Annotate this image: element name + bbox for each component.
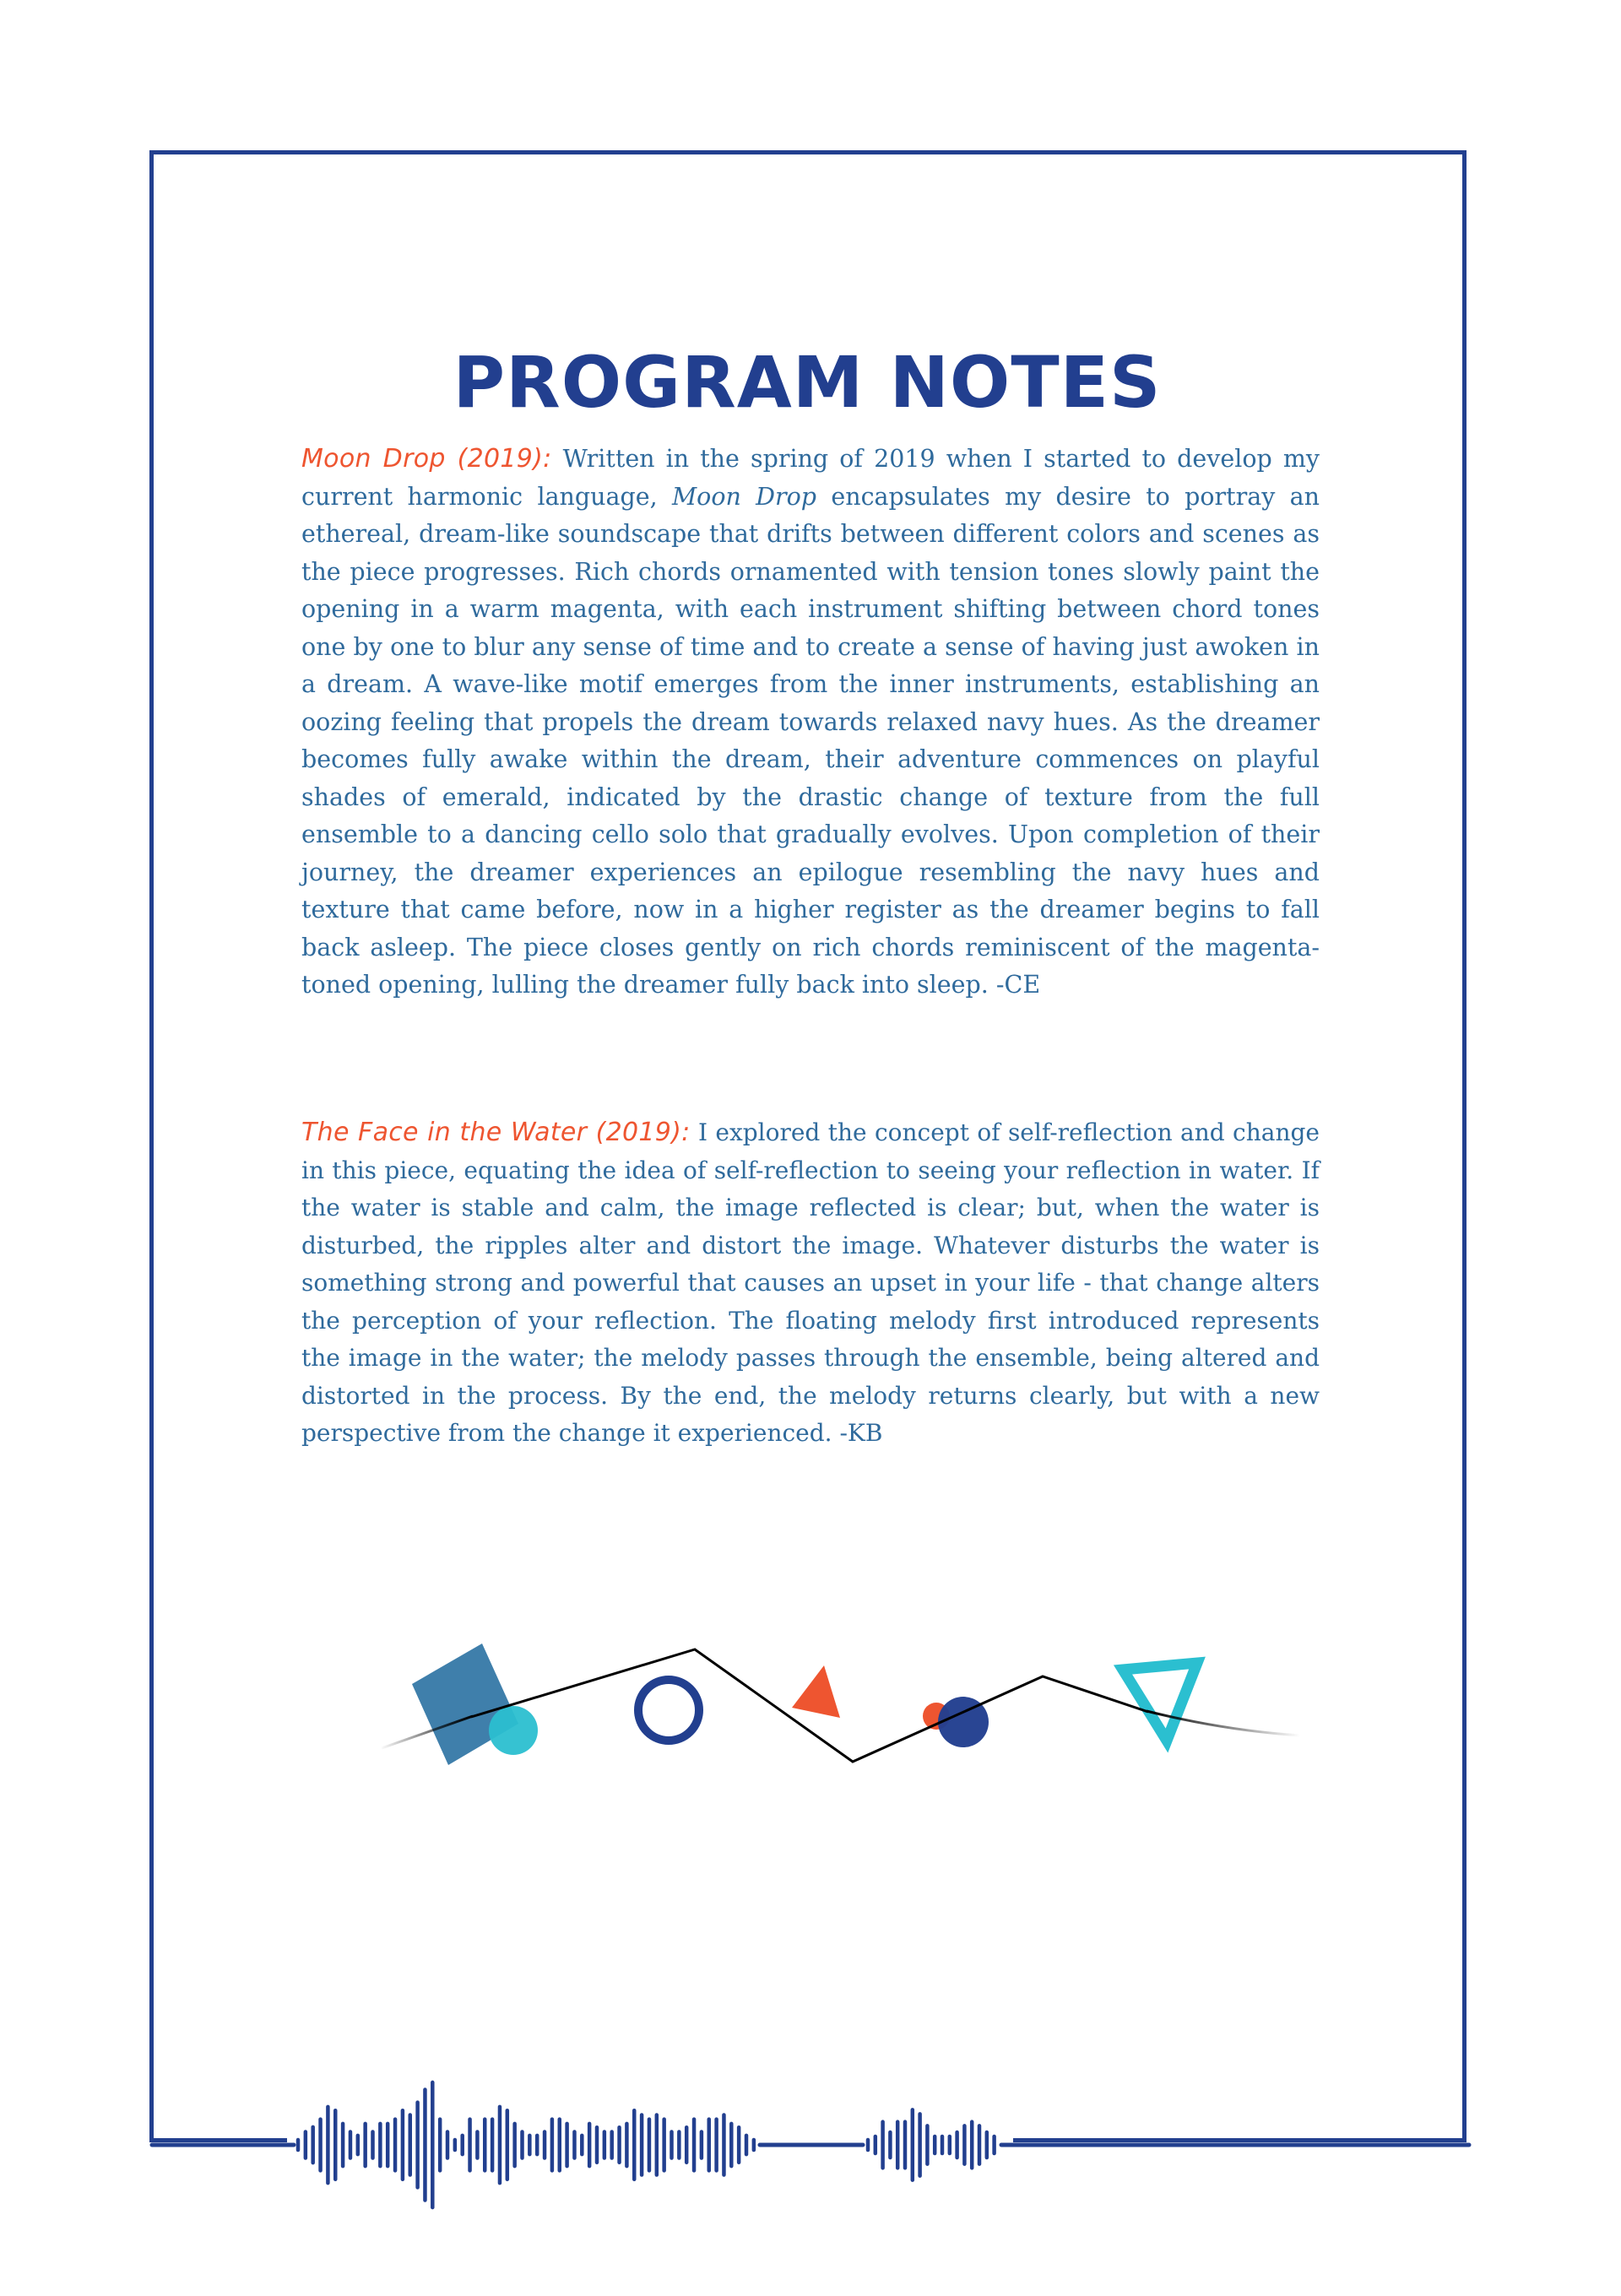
geometric-decoration <box>382 1643 1300 1765</box>
note-text: Written in the spring of 2019 when I started to develop my current harmonic language, <box>301 445 1320 511</box>
circle-icon <box>489 1706 538 1755</box>
triangle-outline-icon <box>1123 1663 1197 1741</box>
note-text: encapsulates my desire to portray an ethereal, dream-like soundscape that drifts between different colors and scenes as the piece progresses. Rich chords ornamented with tension tones slowly paint the opening in a warm magenta, with each instrument shifting between chord tones one by one to blur any sense of time and to create a sense of having just awoken in a dream. A wave-like motif emerges from the inner instruments, establishing an oozing feeling that propels the dream towards relaxed navy hues. As the dreamer becomes fully awake within the dream, their adventure commences on playful shades of emerald, indicated by the drastic change of texture from the full ensemble to a dancing cello solo that gradually evolves. Upon completion of their journey, the dreamer experiences an epilogue resembling the navy hues and texture that came before, now in a higher register as the dreamer begins to fall back asleep. The piece closes gently on rich chords reminiscent of the magenta-toned opening, lulling the dreamer fully back into sleep. -CE <box>301 482 1320 999</box>
page-title: PROGRAM NOTES <box>453 341 1162 424</box>
ring-icon <box>638 1680 699 1741</box>
note-italic-title: Moon Drop <box>671 482 817 511</box>
triangle-icon <box>792 1665 840 1718</box>
audio-waveform <box>152 2082 1469 2207</box>
note-text: I explored the concept of self-reflection and change in this piece, equating the idea of self-reflection to seeing your reflection in water. If the water is stable and calm, the image reflected is clear; but, when the water is disturbed, the ripples alter and distort the image. Whatever disturbs the water is something strong and powerful that causes an upset in your life - that change alters the perception of your reflection. The floating melody first introduced represents the image in the water; the melody passes through the ensemble, being altered and distorted in the process. By the end, the melody returns clearly, but with a new perspective from the change it experienced. -KB <box>301 1118 1320 1447</box>
piece-title: The Face in the Water (2019): <box>301 1118 691 1147</box>
piece-title: Moon Drop (2019): <box>301 444 552 474</box>
